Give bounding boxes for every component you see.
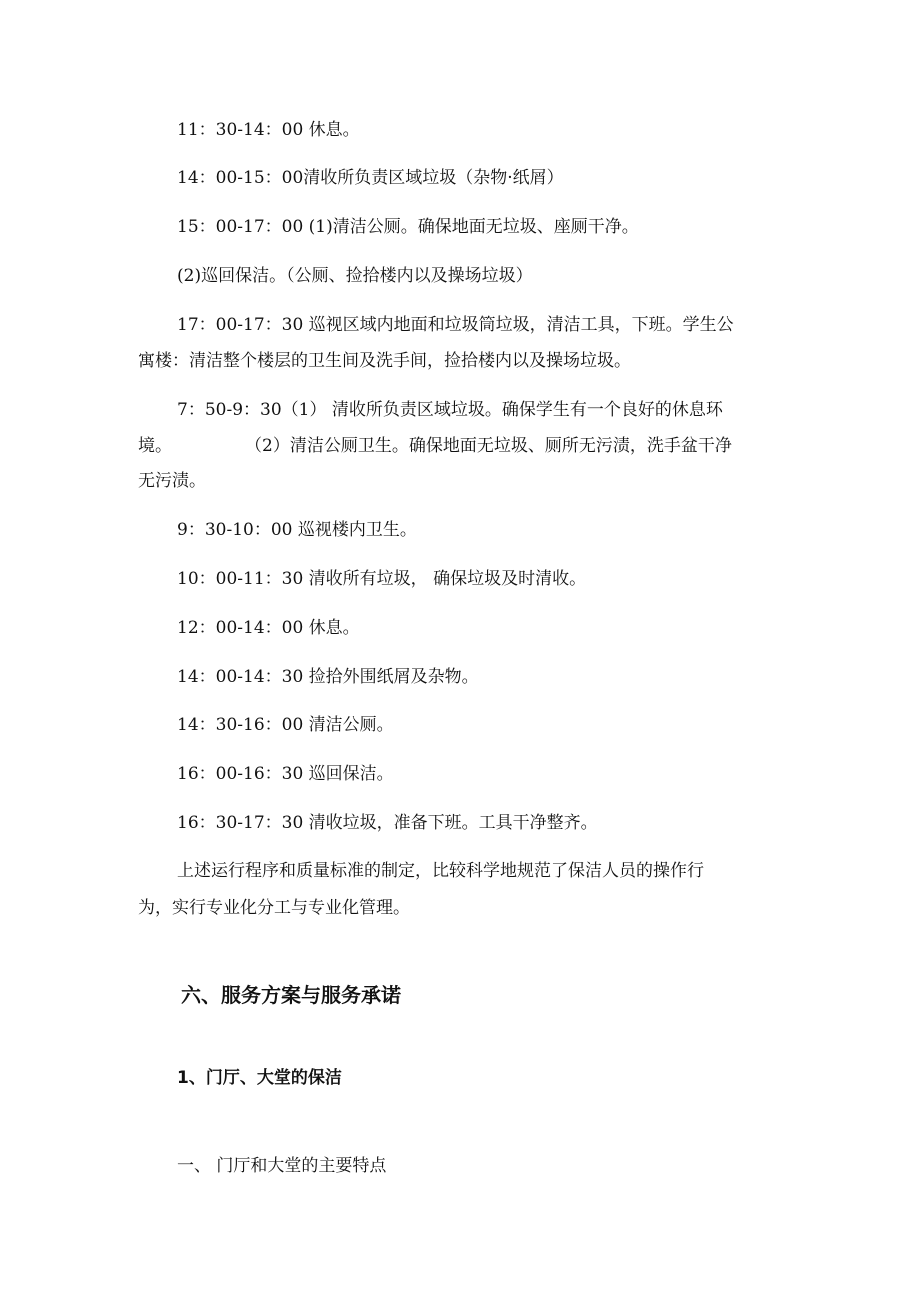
- schedule-line: 14：00-14：30 捡拾外围纸屑及杂物。: [177, 667, 479, 687]
- schedule-line: 9：30-10：00 巡视楼内卫生。: [177, 520, 417, 540]
- schedule-line: 16：30-17：30 清收垃圾，准备下班。工具干净整齐。: [177, 813, 598, 833]
- schedule-line: 14：00-15：00清收所负责区域垃圾（杂物·纸屑）: [177, 168, 564, 188]
- schedule-line: 16：00-16：30 巡回保洁。: [177, 764, 394, 784]
- schedule-line: (2)巡回保洁。（公厕、捡拾楼内以及操场垃圾）: [177, 266, 533, 286]
- schedule-line: 11：30-14：00 休息。: [177, 120, 360, 140]
- schedule-line: 14：30-16：00 清洁公厕。: [177, 715, 394, 735]
- paragraph-line: 寓楼：清洁整个楼层的卫生间及洗手间，捡拾楼内以及操场垃圾。: [138, 351, 631, 371]
- paragraph-line: 上述运行程序和质量标准的制定，比较科学地规范了保洁人员的操作行: [177, 861, 704, 881]
- paragraph-line: 7：50-9：30（1） 清收所负责区域垃圾。确保学生有一个良好的休息环: [177, 400, 723, 420]
- paragraph-line: 境。: [138, 436, 172, 456]
- paragraph-line: 17：00-17：30 巡视区域内地面和垃圾筒垃圾，清洁工具，下班。学生公: [177, 315, 734, 335]
- schedule-line: 10：00-11：30 清收所有垃圾， 确保垃圾及时清收。: [177, 569, 587, 589]
- paragraph-line: 为，实行专业化分工与专业化管理。: [138, 898, 410, 918]
- schedule-line: 15：00-17：00 (1)清洁公厕。确保地面无垃圾、座厕干净。: [177, 217, 639, 237]
- sub-sub-heading: 一、 门厅和大堂的主要特点: [177, 1156, 387, 1176]
- sub-heading: 1、门厅、大堂的保洁: [177, 1068, 342, 1088]
- section-heading: 六、服务方案与服务承诺: [181, 983, 401, 1007]
- schedule-line: 12：00-14：00 休息。: [177, 618, 360, 638]
- paragraph-line: （2）清洁公厕卫生。确保地面无垃圾、厕所无污渍，洗手盆干净: [245, 436, 732, 456]
- paragraph-line: 无污渍。: [138, 471, 206, 491]
